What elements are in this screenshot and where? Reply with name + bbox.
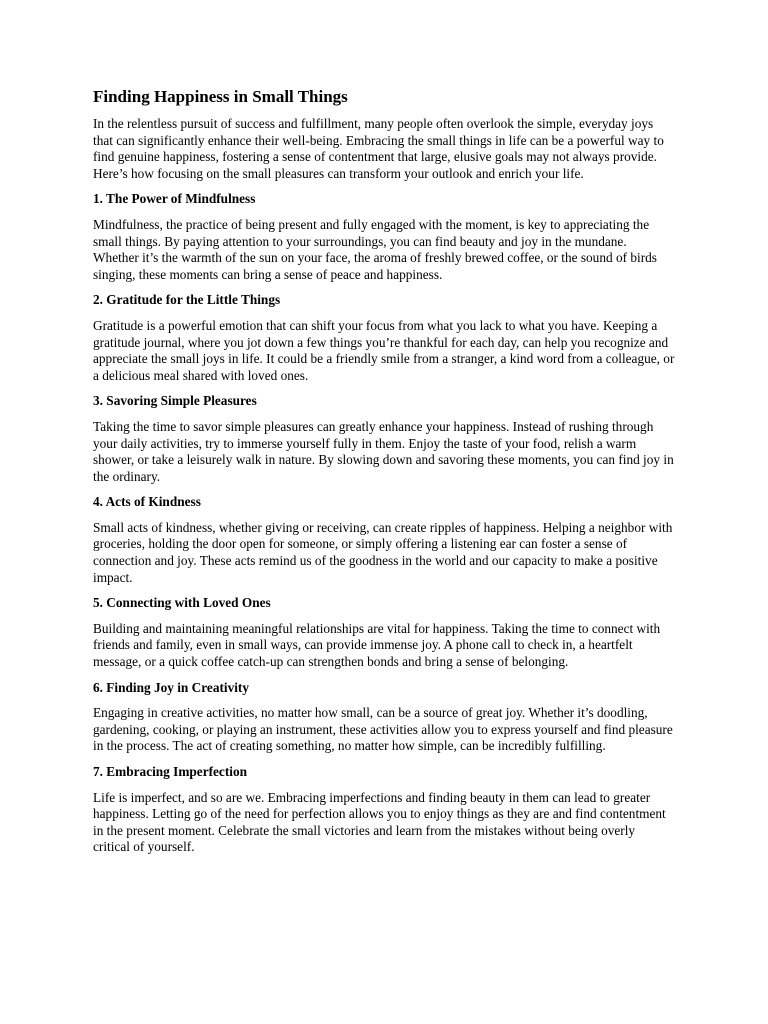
section-kindness xyxy=(93,494,675,586)
section-heading: 1. The Power of Mindfulness xyxy=(93,191,256,207)
document-title: Finding Happiness in Small Things xyxy=(93,87,348,106)
section-body: Mindfulness, the practice of being present and fully engaged with the moment, is key to appreciating the small things. By paying attention to your surroundings, you can find beauty and joy in the mundane. Whether it’s the warmth of the sun on your face, the aroma of freshly brewed coffee, or the sound of birds singing, these moments can bring a sense of peace and happiness. xyxy=(93,216,657,282)
section-heading: 2. Gratitude for the Little Things xyxy=(93,292,281,308)
section-heading: 5. Connecting with Loved Ones xyxy=(93,595,271,611)
section-heading: 4. Acts of Kindness xyxy=(93,494,201,510)
section-body: Taking the time to savor simple pleasures can greatly enhance your happiness. Instead of rushing through your daily activities, try to immerse yourself fully in them. Enjoy the taste of your food, relish a warm shower, or take a leisurely walk in nature. By slowing down and savoring these moments, you can find joy in the ordinary. xyxy=(93,418,674,484)
intro-paragraph: In the relentless pursuit of success and fulfillment, many people often overlook the simple, everyday joys that can significantly enhance their well-being. Embracing the small things in life can be a powerful way to find genuine happiness, fostering a sense of contentment that large, elusive goals may not always provide. Here’s how focusing on the small pleasures can transform your outlook and enrich your life. xyxy=(93,116,664,181)
section-body: Building and maintaining meaningful relationships are vital for happiness. Taking the time to connect with friends and family, even in small ways, can provide immense joy. A phone call to check in, a heartfelt message, or a quick coffee catch-up can strengthen bonds and bring a sense of belonging. xyxy=(93,620,661,670)
section-savoring xyxy=(93,393,675,485)
section-heading: 3. Savoring Simple Pleasures xyxy=(93,393,257,409)
section-body: Small acts of kindness, whether giving or receiving, can create ripples of happiness. Helping a neighbor with groceries, holding the door open for someone, or simply offering a listening ear can foster a sense of connection and joy. These acts remind us of the goodness in the world and our capacity to make a positive impact. xyxy=(93,519,673,585)
section-heading: 7. Embracing Imperfection xyxy=(93,764,247,779)
section-loved-ones xyxy=(93,595,675,670)
section-body: Engaging in creative activities, no matter how small, can be a source of great joy. Whether it’s doodling, gardening, cooking, or playing an instrument, these activities allow you to express yourself and find pleasure in the process. The act of creating something, no matter how simple, can be incredibly fulfilling. xyxy=(93,705,673,754)
section-mindfulness xyxy=(93,191,675,283)
section-creativity xyxy=(93,680,675,755)
section-imperfection xyxy=(93,764,675,856)
document-page xyxy=(93,86,675,865)
section-body: Life is imperfect, and so are we. Embracing imperfections and finding beauty in them can lead to greater happiness. Letting go of the need for perfection allows you to enjoy things as they are and find contentment in the present moment. Celebrate the small victories and learn from the mistakes without being overly critical of yourself. xyxy=(93,789,666,855)
section-gratitude xyxy=(93,292,675,384)
section-heading: 6. Finding Joy in Creativity xyxy=(93,679,250,695)
section-body: Gratitude is a powerful emotion that can shift your focus from what you lack to what you have. Keeping a gratitude journal, where you jot down a few things you’re thankful for each day, can help you recognize and appreciate the small joys in life. It could be a friendly smile from a stranger, a kind word from a colleague, or a delicious meal shared with loved ones. xyxy=(93,317,675,383)
